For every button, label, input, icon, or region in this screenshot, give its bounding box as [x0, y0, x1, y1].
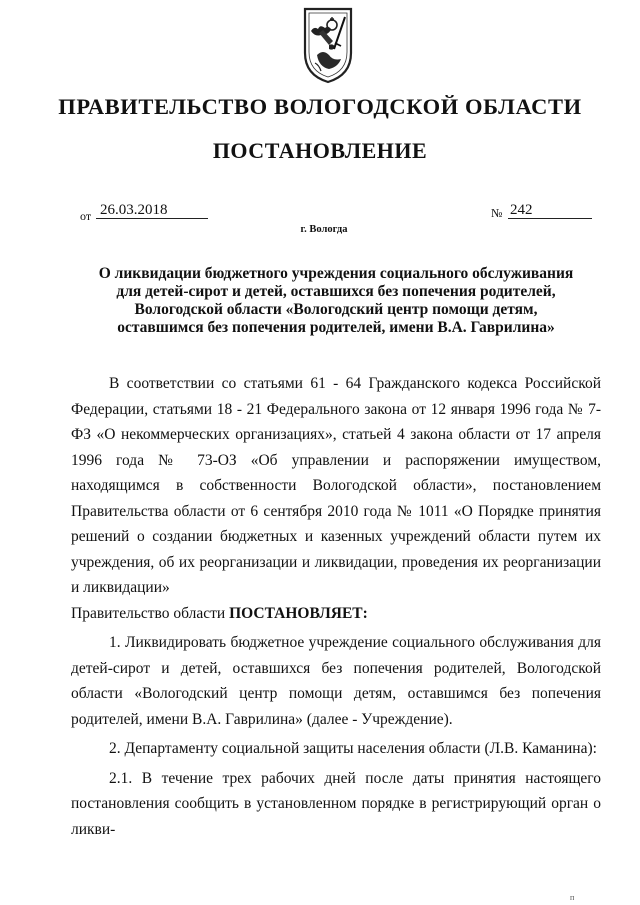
decree-line [71, 601, 601, 627]
preamble-text: В соответствии со статьями 61 - 64 Гражданского кодекса Российской Федерации, статьями 18 - 21 Федерального закона от 12 января 1996 года № 7-ФЗ «О некоммерческих организациях», статьей 4 закона области от 17 апреля 1996 года № 73-ОЗ «Об управлении и распоряжении имуществом, находящимся в собственности Вологодской области», постановлением Правительства области от 6 сентября 2010 года № 1011 «О Порядке принятия решений о создании бюджетных и казенных учреждений области путем их учреждения, об их реорганизации и ликвидации, проведения их реорганизации и ликвидации» [71, 375, 601, 596]
vologda-coat-of-arms-icon [299, 5, 357, 85]
item-2: 2. Департаменту социальной защиты населения области (Л.В. Каманина): [109, 740, 597, 757]
document-number [508, 202, 592, 219]
city-label: г. Вологда [300, 224, 348, 235]
item-2-1: 2.1. В течение трех рабочих дней после даты принятия настоящего постановления сообщить в установленном порядке в регистрирующий орган о ликви- [71, 769, 601, 838]
document-subject: О ликвидации бюджетного учреждения социального обслуживания для детей-сирот и детей, оставшихся без попечения родителей, Вологодской области «Вологодский центр помощи детям, оставшимся без попечения родителей, имени В.А. Гаврилина» [98, 265, 574, 336]
decree-intro: Правительство области [71, 604, 226, 622]
number-label: № [491, 206, 503, 220]
item-1: 1. Ликвидировать бюджетное учреждение социального обслуживания для детей-сирот и детей, оставшихся без попечения родителей, Вологодской области «Вологодский центр помощи детям, оставшимся без попечения родителей, имени В.А. Гаврилина» (далее - Учреждение). [71, 634, 601, 728]
decree-word: ПОСТАНОВЛЯЕТ: [229, 604, 368, 622]
document-type-heading: ПОСТАНОВЛЕНИЕ [212, 138, 428, 163]
decree-items [71, 630, 601, 842]
document-date-value: 26.03.2018 [100, 202, 168, 218]
footer-mark: п [570, 893, 575, 902]
date-prefix-label: от [80, 209, 92, 223]
document-date [96, 202, 208, 219]
document-number-value: 242 [510, 202, 533, 218]
preamble-block [71, 371, 601, 626]
government-title: ПРАВИТЕЛЬСТВО ВОЛОГОДСКОЙ ОБЛАСТИ [58, 94, 582, 119]
